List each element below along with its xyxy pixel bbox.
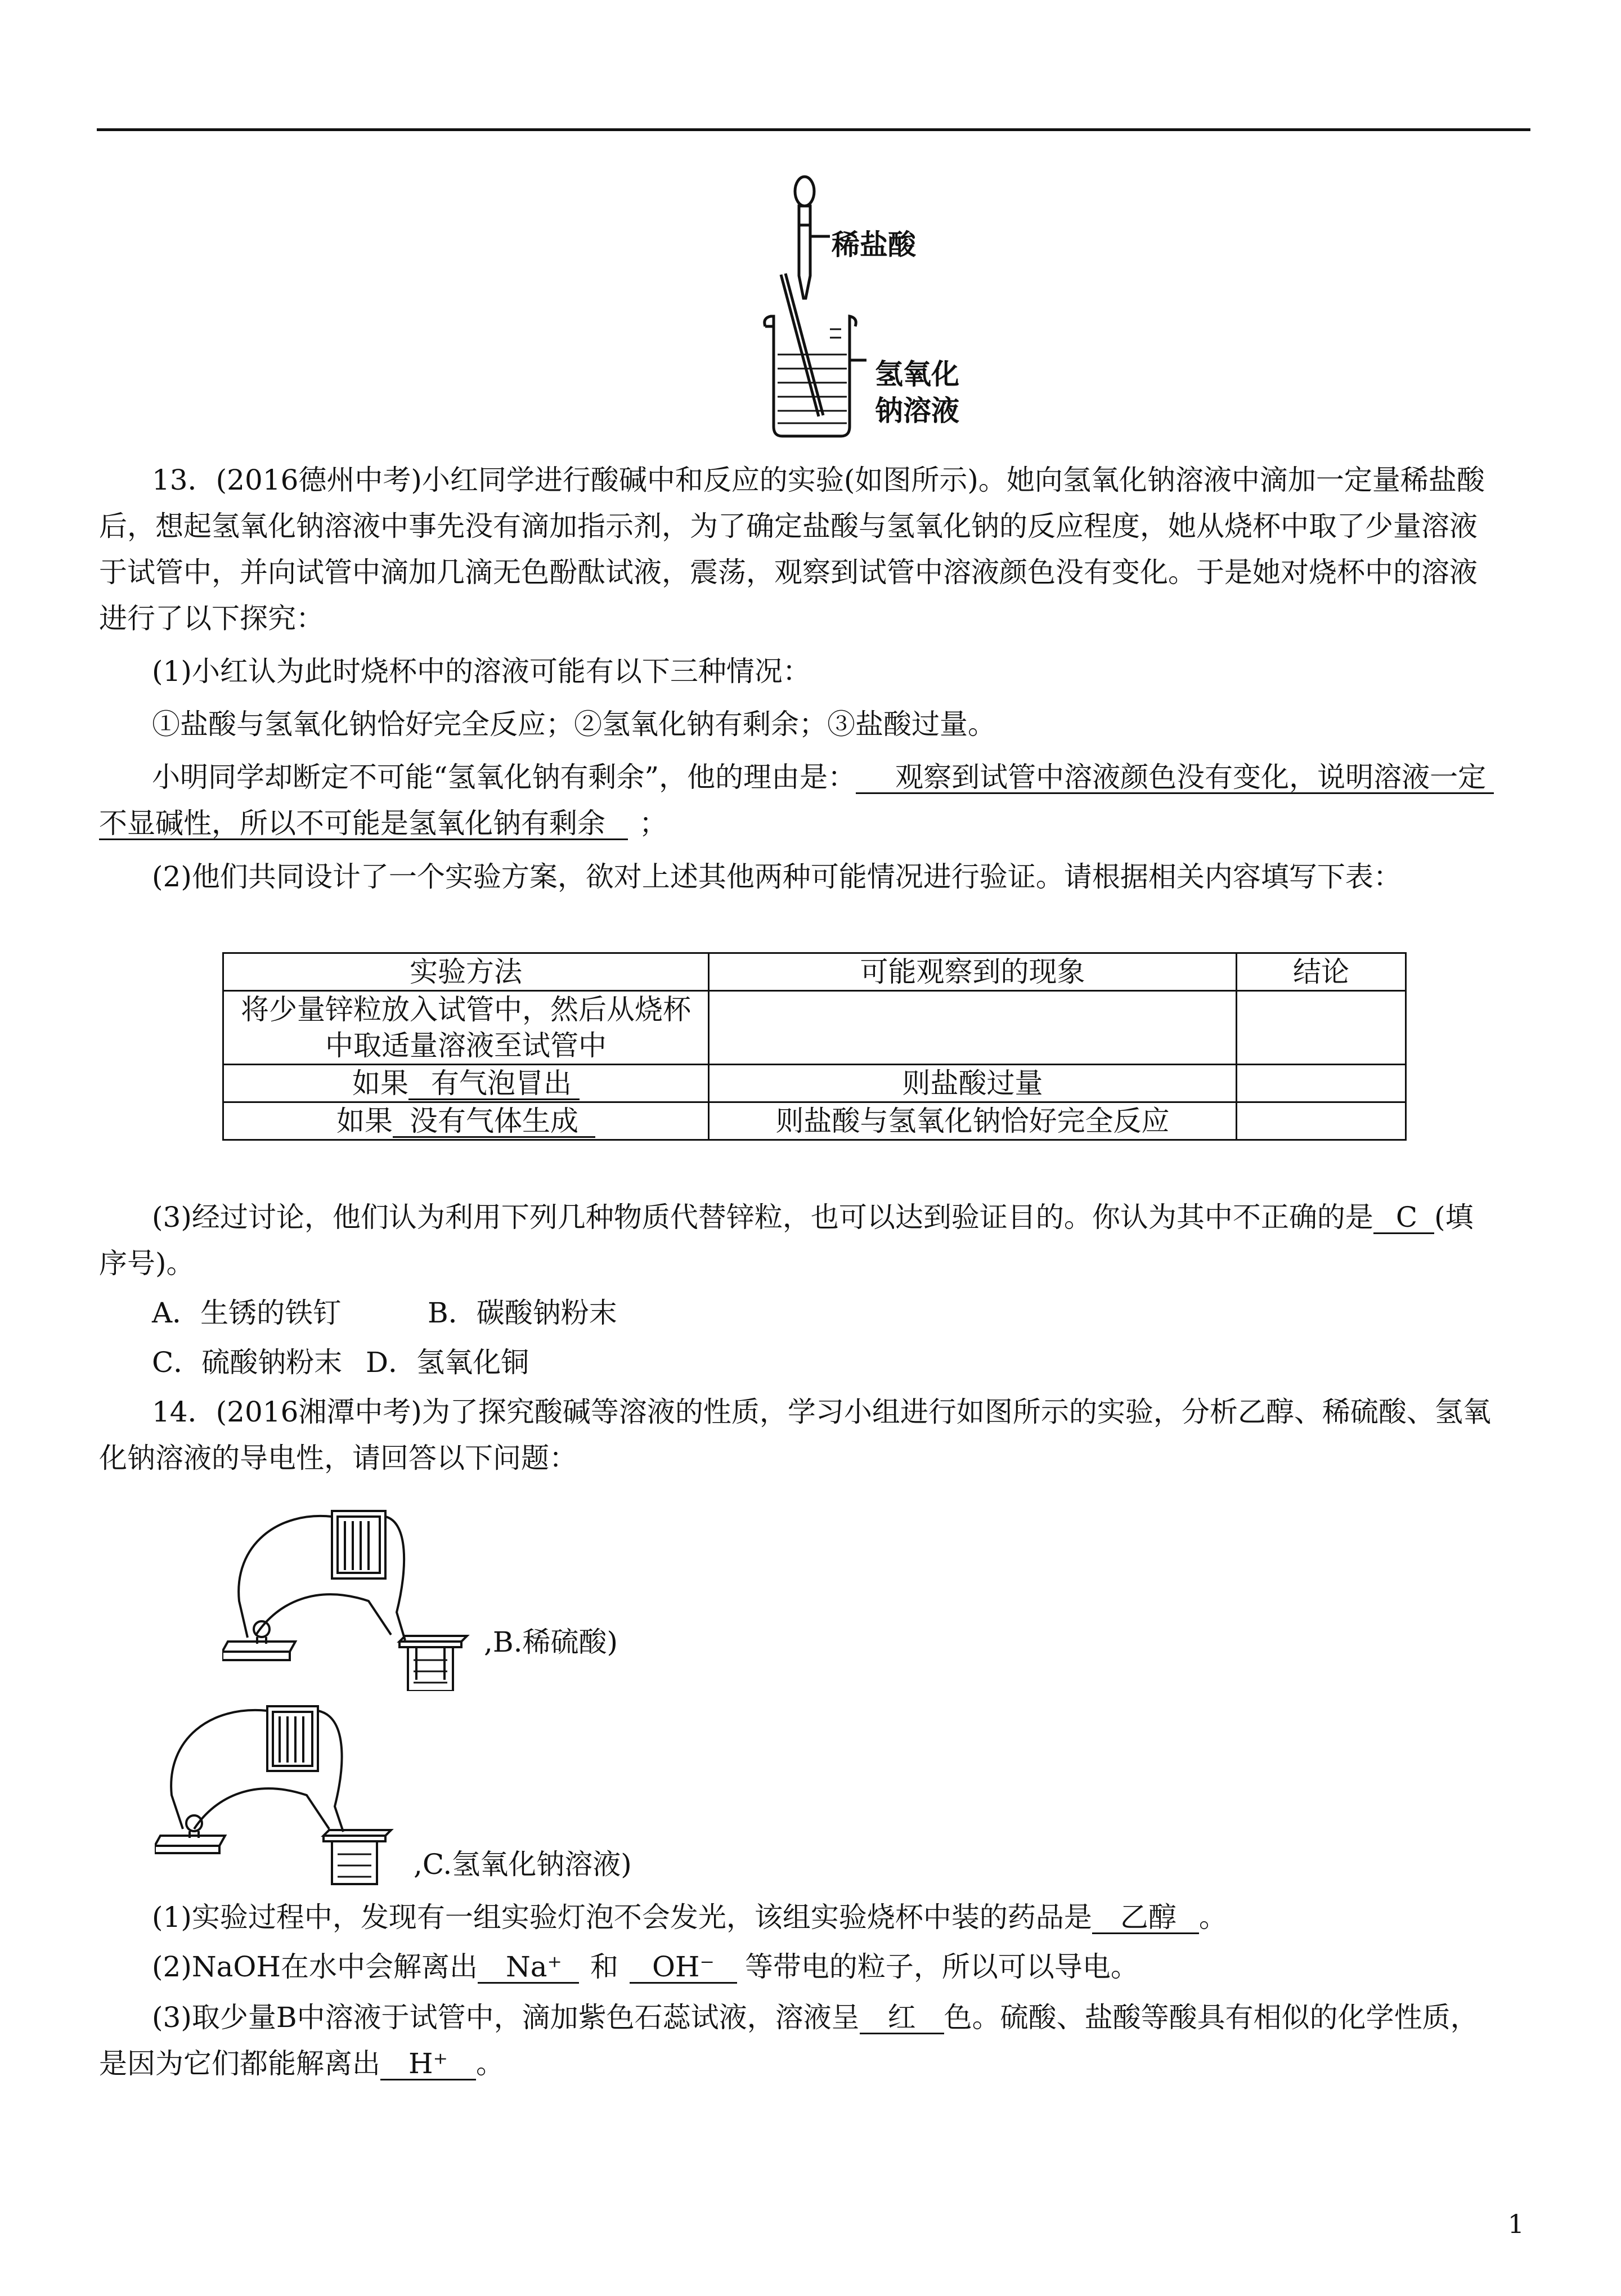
q14-p3-text: (3)取少量B中溶液于试管中，滴加紫色石蕊试液，溶液呈: [152, 2001, 860, 2034]
q14-p2-answer2: OH⁻: [630, 1952, 737, 1984]
naoh-label-1: 氢氧化: [875, 357, 959, 391]
row3-phenomenon: 则盐酸与氢氧化钠恰好完全反应: [709, 1102, 1237, 1140]
experiment-table: [222, 952, 1407, 1141]
table-header-row: [223, 953, 1406, 991]
q13-p1-cases: ①盐酸与氢氧化钠恰好完全反应；②氢氧化钠有剩余；③盐酸过量。: [152, 708, 996, 741]
page-number: 1: [1507, 2209, 1524, 2239]
option-a: A．生锈的铁钉: [152, 1297, 342, 1329]
table-row: [223, 1065, 1406, 1102]
q14-p2-text: (2)NaOH在水中会解离出: [152, 1950, 478, 1983]
table-row: [223, 1102, 1406, 1140]
p3-suffix: (填: [1434, 1201, 1474, 1234]
row2-prefix: 如果: [352, 1067, 408, 1100]
circuit-figure-c: [155, 1694, 414, 1885]
q14-p1: [152, 1899, 1537, 1936]
q13-line1: 13．(2016德州中考)小红同学进行酸碱中和反应的实验(如图所示)。她向氢氧化钠溶液中滴加一定量稀盐酸: [152, 464, 1485, 496]
row2-answer: 有气泡冒出: [408, 1069, 580, 1100]
q14-p3-line2: [99, 2045, 1537, 2082]
method-line-2: 中取适量溶液至试管中: [325, 1029, 607, 1062]
row3-method: [223, 1102, 709, 1140]
q13-p1-intro: (1)小红认为此时烧杯中的溶液可能有以下三种情况：: [152, 655, 811, 688]
q13-p3-line2: 序号)。: [99, 1247, 195, 1280]
q13-p3: [152, 1199, 1537, 1236]
figure-c-caption: ,C.氢氧化钠溶液): [414, 1848, 632, 1881]
row2-method: [223, 1065, 709, 1102]
reason-prefix: 小明同学却断定不可能“氢氧化钠有剩余”，他的理由是：: [152, 761, 856, 793]
reason-suffix: ；: [639, 807, 667, 840]
option-b: B．碳酸钠粉末: [428, 1297, 617, 1329]
row2-phenomenon: 则盐酸过量: [709, 1065, 1237, 1102]
row2-conclusion: [1237, 1065, 1406, 1102]
header-phenomenon: 可能观察到的现象: [709, 953, 1237, 991]
q13-p1-reason: [152, 759, 1537, 796]
q14-p3-answer2: H⁺: [380, 2049, 476, 2080]
option-d: D．氢氧化铜: [366, 1346, 529, 1379]
conclusion-cell: [1237, 991, 1406, 1065]
figure-b-caption: ,B.稀硫酸): [484, 1626, 618, 1658]
q14-p2-answer1: Na⁺: [478, 1952, 579, 1984]
q14-line1: 14．(2016湘潭中考)为了探究酸碱等溶液的性质，学习小组进行如图所示的实验，分析乙醇、稀硫酸、氢氧: [152, 1396, 1491, 1428]
row3-answer: 没有气体生成: [393, 1106, 595, 1138]
naoh-label-2: 钠溶液: [875, 394, 959, 427]
q13-line4: 进行了以下探究：: [99, 602, 324, 635]
reason-answer-1: 观察到试管中溶液颜色没有变化，说明溶液一定: [856, 763, 1494, 794]
reason-answer-2: 不显碱性，所以不可能是氢氧化钠有剩余: [99, 809, 628, 840]
p3-answer: C: [1373, 1203, 1434, 1234]
q14-p1-answer: 乙醇: [1092, 1903, 1199, 1934]
header-method: 实验方法: [223, 953, 709, 991]
q14-p3: [152, 1999, 1537, 2036]
q14-p3-answer1: 红: [860, 2003, 944, 2034]
header-rule: [97, 128, 1530, 131]
q14-p1-text: (1)实验过程中，发现有一组实验灯泡不会发光，该组实验烧杯中装的药品是: [152, 1901, 1092, 1934]
q14-p2: [152, 1948, 1537, 1985]
q14-p1-suffix: 。: [1198, 1901, 1227, 1934]
p3-text: (3)经过讨论，他们认为利用下列几种物质代替锌粒，也可以达到验证目的。你认为其中不正确的是: [152, 1201, 1373, 1234]
q13-line2: 后，想起氢氧化钠溶液中事先没有滴加指示剂，为了确定盐酸与氢氧化钠的反应程度，她从烧杯中取了少量溶液: [99, 510, 1478, 542]
method-line-1: 将少量锌粒放入试管中，然后从烧杯: [241, 993, 691, 1026]
option-c: C．硫酸钠粉末: [152, 1346, 343, 1379]
dilute-hcl-label: 稀盐酸: [832, 228, 916, 261]
row3-prefix: 如果: [336, 1105, 393, 1137]
row3-conclusion: [1237, 1102, 1406, 1140]
table-row: [223, 991, 1406, 1065]
q14-line2: 化钠溶液的导电性，请回答以下问题：: [99, 1442, 577, 1474]
q14-p2-mid: 和: [590, 1950, 618, 1983]
header-conclusion: 结论: [1237, 953, 1406, 991]
method-cell: [223, 991, 709, 1065]
q14-p3-line2-text: 是因为它们都能解离出: [99, 2047, 380, 2080]
q14-p3-mid: 色。硫酸、盐酸等酸具有相似的化学性质，: [944, 2001, 1479, 2034]
circuit-figure-b: [222, 1500, 492, 1691]
q13-p1-reason-cont: [99, 805, 1537, 842]
q13-p2-intro: (2)他们共同设计了一个实验方案，欲对上述其他两种可能情况进行验证。请根据相关内容填写下表：: [152, 860, 1402, 893]
q14-p3-suffix: 。: [476, 2047, 504, 2080]
phenomenon-cell: [709, 991, 1237, 1065]
q13-line3: 于试管中，并向试管中滴加几滴无色酚酞试液，震荡，观察到试管中溶液颜色没有变化。于是她对烧杯中的溶液: [99, 556, 1478, 589]
q14-p2-suffix: 等带电的粒子，所以可以导电。: [744, 1950, 1139, 1983]
